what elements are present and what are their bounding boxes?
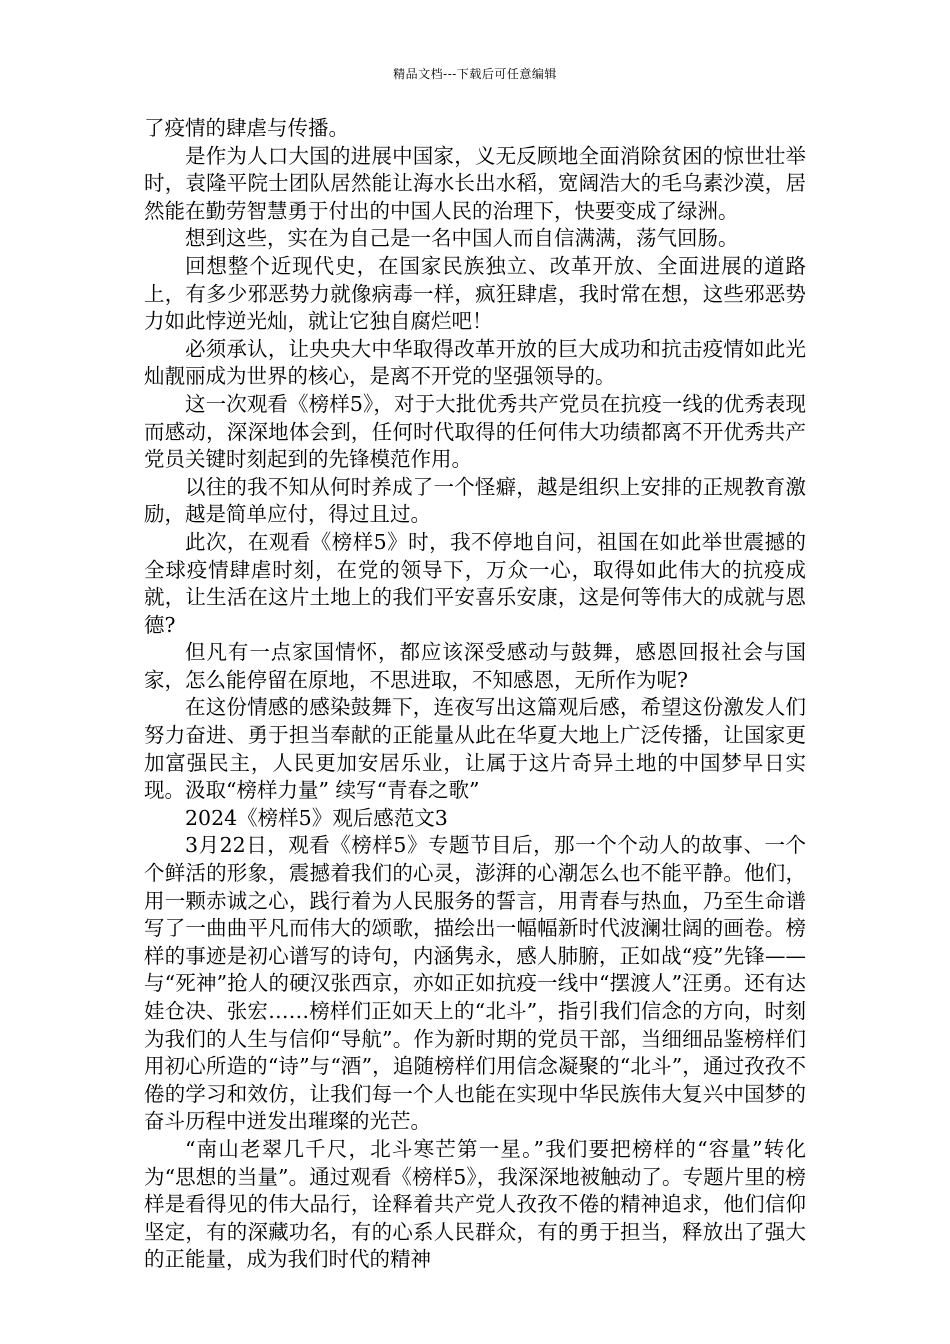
paragraph: 了疫情的肆虐与传播。 [144,116,349,140]
paragraph: 3月22日，观看《榜样5》专题节目后，那一个个动人的故事、一个个鲜活的形象，震撼着我们的心灵，澎湃的心潮怎么也不能平静。他们，用一颗赤诚之心，践行着为人民服务的誓言，用青春与热血，乃至生命谱写了一曲曲平凡而伟大的颂歌，描绘出一幅幅新时代波澜壮阔的画卷。榜样的事迹是初心谱写的诗句，内涵隽永，感人肺腑，正如战“疫”先锋——与“死神”抢人的硬汉张西京，亦如正如抗疫一线中“摆渡人”汪勇。还有达娃仓决、张宏……榜样们正如天上的“北斗”，指引我们信念的方向，时刻为我们的人生与信仰“导航”。作为新时期的党员干部，当细细品鉴榜样们用初心所造的“诗”与“酒”，追随榜样们用信念凝聚的“北斗”，通过孜孜不倦的学习和效仿，让我们每一个人也能在实现中华民族伟大复兴中国梦的奋斗历程中迸发出璀璨的光芒。 [144,833,806,1134]
paragraph: “南山老翠几千尺，北斗寒芒第一星。”我们要把榜样的“容量”转化为“思想的当量”。通过观看《榜样5》，我深深地被触动了。专题片里的榜样是看得见的伟大品行，诠释着共产党人孜孜不倦的精神追求，他们信仰坚定，有的深藏功名，有的心系人民群众，有的勇于担当，释放出了强大的正能量，成为我们时代的精神 [144,1136,806,1272]
paragraph: 这一次观看《榜样5》，对于大批优秀共产党员在抗疫一线的优秀表现而感动，深深地体会到，任何时代取得的任何伟大功绩都离不开优秀共产党员关键时刻起到的先锋模范作用。 [144,391,806,472]
paragraph: 是作为人口大国的进展中国家，义无反顾地全面消除贫困的惊世壮举时，袁隆平院士团队居然能让海水长出水稻，宽阔浩大的毛乌素沙漠，居然能在勤劳智慧勇于付出的中国人民的治理下，快要变成了绿洲。 [144,143,806,223]
paragraph: 必须承认，让央央大中华取得改革开放的巨大成功和抗击疫情如此光灿靓丽成为世界的核心，是离不开党的坚强领导的。 [144,336,806,389]
section-heading: 2024《榜样5》观后感范文3 [185,805,448,830]
paragraph: 以往的我不知从何时养成了一个怪癖，越是组织上安排的正规教育激励，越是简单应付，得过且过。 [144,474,806,527]
page-header: 精品文档---下载后可任意编辑 [393,67,557,81]
paragraph: 回想整个近现代史，在国家民族独立、改革开放、全面进展的道路上，有多少邪恶势力就像病毒一样，疯狂肆虐，我时常在想，这些邪恶势力如此悖逆光灿，就让它独自腐烂吧！ [144,253,806,334]
paragraph: 想到这些，实在为自己是一名中国人而自信满满，荡气回肠。 [185,226,739,251]
paragraph: 但凡有一点家国情怀，都应该深受感动与鼓舞，感恩回报社会与国家，怎么能停留在原地，不思进取，不知感恩，无所作为呢? [144,640,806,692]
paragraph: 在这份情感的感染鼓舞下，连夜写出这篇观后感，希望这份激发人们努力奋进、勇于担当奉献的正能量从此在华夏大地上广泛传播，让国家更加富强民主，人民更加安居乐业，让属于这片奇异土地的中国梦早日实现。汲取“榜样力量” 续写“青春之歌” [144,695,806,803]
document-body [144,115,806,1274]
paragraph: 此次，在观看《榜样5》时，我不停地自问，祖国在如此举世震撼的全球疫情肆虐时刻，在党的领导下，万众一心，取得如此伟大的抗疫成就，让生活在这片土地上的我们平安喜乐安康，这是何等伟大的成就与恩德? [144,529,806,637]
